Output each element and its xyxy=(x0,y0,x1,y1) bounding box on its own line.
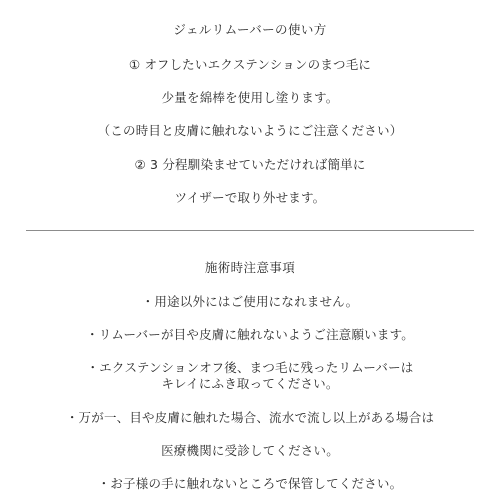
caution-title: 施術時注意事項 xyxy=(204,260,296,275)
caution-line-6: 医療機関に受診してください。 xyxy=(161,443,339,458)
caution-line-5: ・万が一、目や皮膚に触れた場合、流水で流し以上がある場合は xyxy=(65,410,435,425)
usage-line-2: 少量を綿棒を使用し塗ります。 xyxy=(161,90,339,105)
usage-line-4: ② 3 分程馴染ませていただければ簡単に xyxy=(134,157,366,172)
usage-title: ジェルリムーバーの使い方 xyxy=(173,22,327,37)
usage-line-5: ツイザーで取り外せます。 xyxy=(174,190,326,205)
caution-line-3: ・エクステンションオフ後、まつ毛に残ったリムーバーは xyxy=(86,360,414,375)
usage-line-1: ① オフしたいエクステンションのまつ毛に xyxy=(128,57,372,72)
caution-line-4: キレイにふき取ってください。 xyxy=(161,376,339,391)
caution-line-2: ・リムーバーが目や皮膚に触れないようご注意願います。 xyxy=(86,327,414,342)
caution-line-1: ・用途以外にはご使用になれません。 xyxy=(141,294,359,309)
caution-line-7: ・お子様の手に触れないところで保管してください。 xyxy=(97,476,403,491)
usage-line-3: （この時目と皮膚に触れないようにご注意ください） xyxy=(97,123,403,138)
section-divider xyxy=(26,230,474,231)
